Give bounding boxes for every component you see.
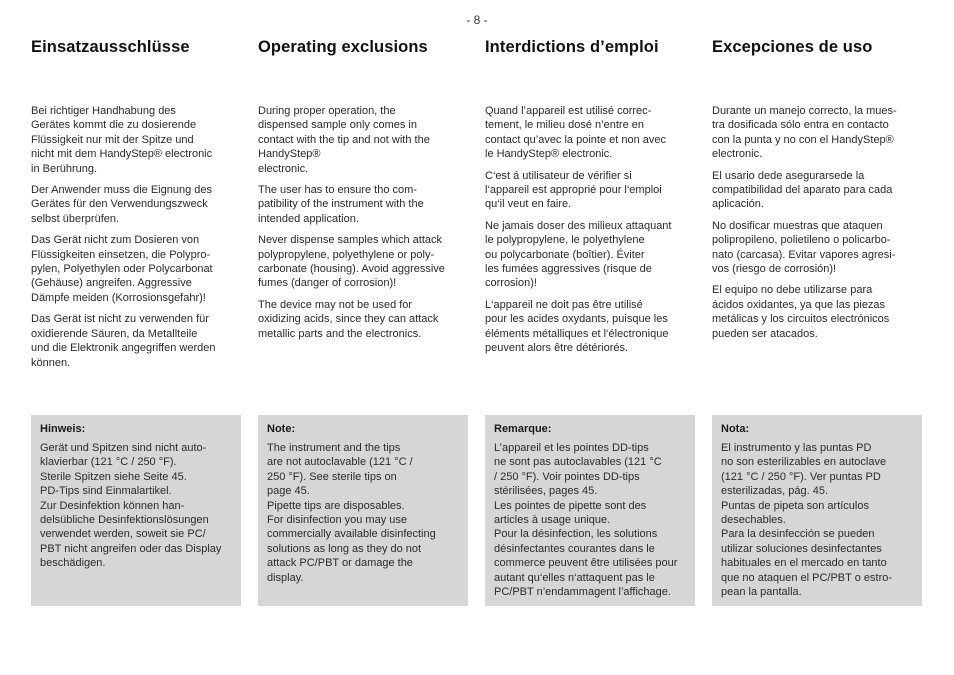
paragraph: Bei richtiger Handhabung des Gerätes kommt die zu dosierende Flüssigkeit nur mit der Spitze und nicht mit dem HandyStep® electronic in Berührung.	[31, 105, 213, 175]
paragraph: Durante un manejo correcto, la mues- tra dosificada sólo entra en contacto con la punta y no con el HandyStep® electronic.	[712, 105, 897, 161]
note-title: Nota:	[721, 423, 750, 435]
paragraph: Ne jamais doser des milieux attaquant le polypropylene, le polyethylene ou polycarbonate (boîtier). Éviter les fumées aggressives (risque de corrosion)!	[485, 219, 672, 290]
note-box-spanish	[712, 415, 922, 606]
paragraph: No dosificar muestras que ataquen polipropileno, polietileno o policarbo- nato (carcasa). Evitar vapores agresi- vos (riesgo de corrosión)!	[712, 219, 896, 276]
body-spanish	[712, 104, 924, 348]
note-box-french	[485, 415, 695, 606]
note-title: Hinweis:	[40, 423, 86, 435]
heading-german: Einsatzausschlüsse	[31, 38, 190, 56]
paragraph: Never dispense samples which attack polypropylene, polyethylene or poly- carbonate (housing). Avoid aggressive fumes (danger of corrosion)!	[258, 234, 445, 290]
note-title: Remarque:	[494, 423, 552, 435]
body-french	[485, 104, 697, 363]
paragraph: El equipo no debe utilizarse para ácidos oxidantes, ya que las piezas metálicas y los circuitos electrónicos pueden ser atacados.	[712, 284, 890, 340]
paragraph: C‘est á utilisateur de vérifier si l‘appareil est approprié pour l‘emploi qu‘il veut en faire.	[485, 169, 662, 211]
paragraph: El usario dede asegurarsede la compatibilidad del aparato para cada aplicación.	[712, 169, 893, 211]
note-box-german	[31, 415, 241, 606]
paragraph: The device may not be used for oxidizing acids, since they can attack metallic parts and the electronics.	[258, 298, 439, 340]
note-text: The instrument and the tips are not autoclavable (121 °C / 250 °F). See sterile tips on page 45. Pipette tips are disposables. For disinfection you may use commercially available disinfecting solutions as long as they do not attack PC/PBT or damage the display.	[267, 442, 436, 584]
paragraph: Der Anwender muss die Eignung des Gerätes für den Verwendungszweck selbst überprüfen.	[31, 184, 212, 225]
body-english	[258, 104, 470, 348]
page-number: - 8 -	[466, 13, 488, 27]
paragraph: The user has to ensure tho com- patibility of the instrument with the intended application.	[258, 184, 424, 225]
heading-french: Interdictions d’emploi	[485, 38, 659, 56]
note-text: El instrumento y las puntas PD no son esterilizables en autoclave (121 °C / 250 °F). Ver puntas PD esterilizadas, pág. 45. Puntas de pipeta son artículos desechables. Para la desinfección se pueden utilizar soluciones desinfectantes habituales en el mercado en tanto que no ataquen el PC/PBT o estro- pean la pantalla.	[721, 442, 893, 599]
heading-spanish: Excepciones de uso	[712, 38, 873, 56]
heading-english: Operating exclusions	[258, 38, 428, 56]
note-text: L’appareil et les pointes DD-tips ne sont pas autoclavables (121 °C / 250 °F). Voir pointes DD-tips stérilisées, pages 45. Les pointes de pipette sont des articles à usage unique. Pour la désinfection, les solutions désinfectantes courantes dans le commerce peuvent être utilisées pour autant qu‘elles n‘attaquent pas le PC/PBT n’endammagent l’affichage.	[494, 442, 678, 599]
body-german	[31, 104, 243, 377]
paragraph: Das Gerät nicht zum Dosieren von Flüssigkeiten einsetzen, die Polypro- pylen, Polyethylen oder Polycarbonat (Gehäuse) angreifen. Aggressive Dämpfe meiden (Korrosionsgefahr)!	[31, 234, 213, 304]
note-title: Note:	[267, 423, 296, 435]
paragraph: Das Gerät ist nicht zu verwenden für oxidierende Säuren, da Metallteile und die Elektronik angegriffen werden können.	[31, 313, 216, 369]
paragraph: L‘appareil ne doit pas être utilisé pour les acides oxydants, puisque les éléments métalliques et l‘électronique peuvent alors être détériorés.	[485, 298, 669, 355]
column-english-heading-area	[258, 38, 468, 57]
column-french-heading-area	[485, 38, 695, 57]
column-german-heading-area	[31, 38, 241, 57]
note-box-english	[258, 415, 468, 606]
note-text: Gerät und Spitzen sind nicht auto- klavierbar (121 °C / 250 °F). Sterile Spitzen siehe Seite 45. PD-Tips sind Einmalartikel. Zur Desinfektion können han- delsübliche Desinfektionslösungen verwendet werden, soweit sie PC/ PBT nicht angreifen oder das Display beschädigen.	[40, 442, 222, 570]
paragraph: Quand l’appareil est utilisé correc- tement, le milieu dosé n’entre en contact qu’avec la pointe et non avec le HandyStep® electronic.	[485, 105, 667, 161]
paragraph: During proper operation, the dispensed sample only comes in contact with the tip and not with the HandyStep® electronic.	[258, 105, 430, 175]
column-spanish-heading-area	[712, 38, 922, 57]
